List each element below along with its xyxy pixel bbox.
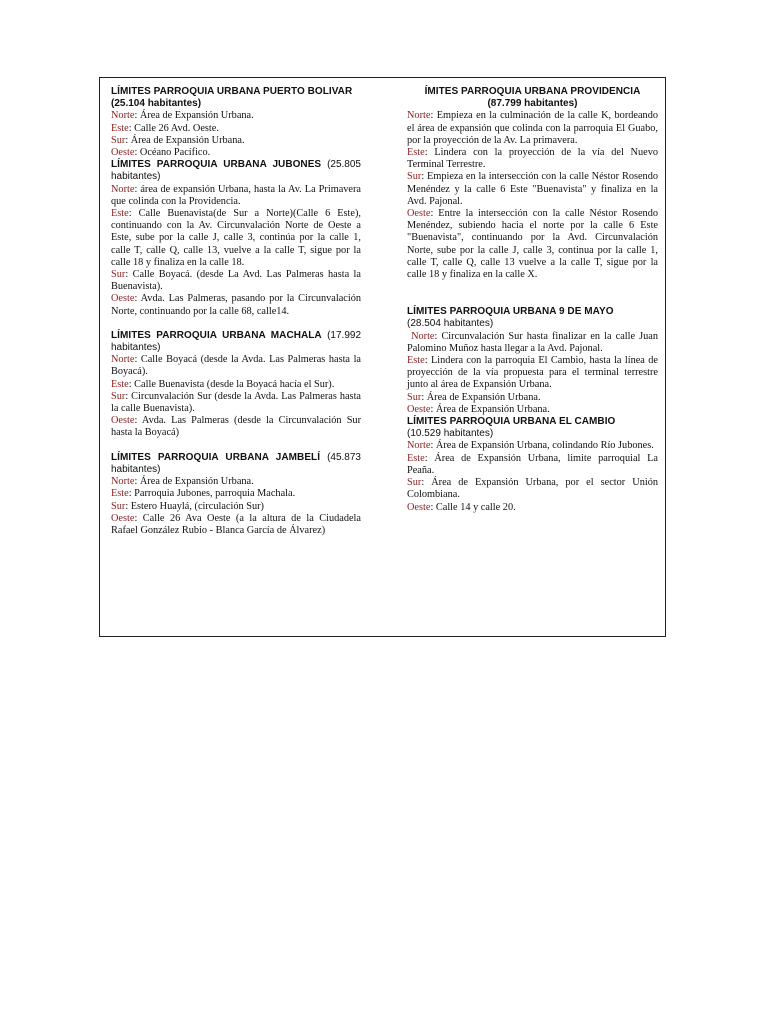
entry-sur: [407, 171, 658, 208]
entry-norte: [407, 110, 658, 147]
section-machala: [111, 330, 361, 440]
entry-label: Norte: [111, 354, 135, 366]
entry-label: Norte: [111, 110, 135, 122]
entry-label: Sur: [111, 269, 126, 281]
entry-este: [111, 379, 361, 391]
entry-label: Este: [111, 122, 129, 134]
entry-sur: [407, 392, 658, 404]
entry-label: Oeste: [111, 415, 135, 427]
entry-text: : Empieza en la culminación de la calle K, bordeando el área de expansión que colinda con la parroquia El Guabo, por la proyección de la Av. La primavera.: [407, 110, 658, 146]
section-population: (45.873 habitantes): [111, 451, 361, 475]
section-providencia: [407, 86, 658, 281]
entry-text: : Circunvalación Sur (desde la Avda. Las Palmeras hasta la calle Buenavista).: [111, 390, 361, 415]
entry-sur: [111, 135, 361, 147]
entry-oeste: [407, 208, 658, 281]
entry-text: : Circunvalación Sur hasta finalizar en la calle Juan Palomino Muñoz hasta llegar a la Avd. Pajonal.: [407, 330, 658, 354]
entry-label: Este: [111, 208, 129, 220]
entry-label: Este: [111, 378, 129, 390]
section-title: LÍMITES PARROQUIA URBANA MACHALA: [111, 329, 322, 341]
section-population: (10.529 habitantes): [407, 428, 494, 440]
entry-text: : Calle Boyacá. (desde La Avd. Las Palmeras hasta la Buenavista).: [111, 269, 361, 293]
section-title: LÍMITES PARROQUIA URBANA JUBONES: [111, 159, 322, 171]
entry-label: Oeste: [111, 147, 135, 159]
entry-label: Este: [407, 147, 425, 159]
entry-label: Norte: [411, 330, 435, 342]
entry-label: Oeste: [111, 293, 135, 305]
entry-este: [111, 488, 361, 500]
section-heading-line: [111, 452, 361, 476]
section-title: LÍMITES PARROQUIA URBANA JAMBELÍ: [111, 451, 321, 463]
entry-text: : Lindera con la proyección de la vía del Nuevo Terminal Terrestre.: [407, 147, 658, 171]
entry-oeste: [407, 404, 658, 416]
section-heading-line: [111, 159, 361, 183]
entry-text: : Avda. Las Palmeras, pasando por la Circunvalación Norte, continuando por la calle 68, calle14.: [111, 293, 361, 317]
entry-text: : Empieza en la intersección con la calle Néstor Rosendo Menéndez y la calle 6 Este "Buenavista" y finaliza en la Avd. Pajonal.: [407, 171, 658, 207]
entry-oeste: [407, 502, 658, 514]
right-column: [407, 86, 658, 514]
entry-label: Sur: [407, 171, 422, 183]
entry-text: : Lindera con la parroquia El Cambio, hasta la línea de proyección de la vía propuesta para el terminal terrestre junto al área de Expansión Urbana.: [407, 355, 658, 391]
entry-text: : Parroquia Jubones, parroquia Machala.: [128, 488, 296, 500]
entry-label: Sur: [111, 390, 126, 402]
section-jubones: [111, 159, 361, 318]
entry-label: Este: [111, 488, 129, 500]
entry-text: : Calle 26 Ava Oeste (a la altura de la Ciudadela Rafael González Rubio - Blanca García de Álvarez): [111, 512, 361, 536]
section-population: (25.805 habitantes): [111, 159, 361, 183]
entry-text: : Área de Expansión Urbana.: [134, 476, 254, 488]
entry-oeste: [111, 293, 361, 317]
entry-text: : Avda. Las Palmeras (desde la Circunvalación Sur hasta la Boyacá): [111, 415, 361, 439]
section-el-cambio: [407, 416, 658, 514]
entry-text: : Calle Boyacá (desde la Avda. Las Palmeras hasta la Boyacá).: [111, 354, 361, 378]
entry-text: : Área de Expansión Urbana, limite parroquial La Peaña.: [407, 452, 658, 476]
entry-label: Oeste: [407, 501, 431, 513]
entry-sur: [111, 501, 361, 513]
entry-text: : Área de Expansión Urbana.: [430, 403, 550, 415]
entry-text: : Calle 14 y calle 20.: [430, 501, 516, 513]
entry-label: Oeste: [407, 403, 431, 415]
section-population: (17.992 habitantes): [111, 329, 361, 354]
entry-label: Este: [407, 355, 425, 367]
entry-label: Este: [407, 452, 425, 464]
entry-text: : Entre la intersección con la calle Néstor Rosendo Menéndez, subiendo hacia el norte por la calle 6 Este "Buenavista", continuando por la Avd. Circunvalación Norte, sube por la calle J, calle 3, continua por la calle 1, calle T, calle Q, calle 13 vuelve a la calle T, sigue por la calle 18 y finaliza en la calle X.: [407, 208, 658, 281]
entry-este: [111, 123, 361, 135]
entry-label: Sur: [111, 500, 126, 512]
entry-oeste: [111, 147, 361, 159]
document-frame: [99, 77, 666, 637]
entry-este: [407, 453, 658, 477]
entry-label: Oeste: [111, 512, 135, 524]
entry-text: : Área de Expansión Urbana.: [125, 134, 245, 146]
entry-label: Sur: [407, 391, 422, 403]
entry-text: : Calle Buenavista (desde la Boyacá hacía el Sur).: [128, 378, 335, 390]
entry-este: [407, 147, 658, 171]
entry-este: [407, 355, 658, 392]
entry-sur: [111, 269, 361, 293]
entry-label: Norte: [407, 110, 431, 122]
left-column: [111, 86, 361, 537]
entry-label: Norte: [111, 476, 135, 488]
entry-norte: [111, 110, 361, 122]
section-9-de-mayo: [407, 306, 658, 416]
entry-text: : Calle 26 Avd. Oeste.: [128, 122, 219, 134]
entry-text: : Océano Pacífico.: [134, 147, 211, 159]
section-jambeli: [111, 452, 361, 537]
section-title: LÍMITES PARROQUIA URBANA PUERTO BOLIVAR: [111, 86, 353, 97]
entry-este: [111, 208, 361, 269]
section-title: ÍMITES PARROQUIA URBANA PROVIDENCIA: [424, 86, 641, 97]
entry-norte: [407, 440, 658, 452]
entry-norte: [111, 476, 361, 488]
entry-label: Oeste: [407, 208, 431, 220]
entry-label: Norte: [111, 183, 135, 195]
section-heading-line: [111, 330, 361, 354]
entry-norte: [407, 331, 658, 355]
section-title: LÍMITES PARROQUIA URBANA EL CAMBIO: [407, 416, 616, 428]
entry-label: Sur: [407, 477, 422, 489]
entry-oeste: [111, 415, 361, 439]
entry-oeste: [111, 513, 361, 537]
entry-text: : Área de Expansión Urbana.: [134, 110, 254, 122]
section-puerto-bolivar: [111, 86, 361, 159]
entry-text: : Área de Expansión Urbana, colindando Río Jubones.: [430, 440, 654, 452]
entry-text: : Calle Buenavista(de Sur a Norte)(Calle 6 Este), continuando con la Av. Circunvalación Norte de Oeste a Este, sube por la calle J, calle 3, continúa por la calle 1, calle T, calle Q, calle 13, vuelve a la calle T, sigue por la calle 18 y finaliza en la calle 18.: [111, 208, 361, 268]
section-population: (87.799 habitantes): [487, 98, 578, 110]
entry-text: : Estero Huaylá, (circulación Sur): [125, 500, 264, 512]
entry-label: Sur: [111, 134, 126, 146]
section-title: LÍMITES PARROQUIA URBANA 9 DE MAYO: [407, 306, 614, 318]
entry-sur: [407, 477, 658, 501]
section-population: (28.504 habitantes): [407, 318, 494, 330]
entry-norte: [111, 354, 361, 378]
entry-text: : Área de Expansión Urbana.: [421, 391, 541, 403]
entry-text: : área de expansión Urbana, hasta la Av. La Primavera que colinda con la Providencia.: [111, 183, 361, 207]
entry-label: Norte: [407, 440, 431, 452]
section-population: (25.104 habitantes): [111, 98, 202, 110]
entry-text: : Área de Expansión Urbana, por el sector Unión Colombiana.: [407, 477, 658, 501]
entry-sur: [111, 391, 361, 415]
entry-norte: [111, 184, 361, 208]
